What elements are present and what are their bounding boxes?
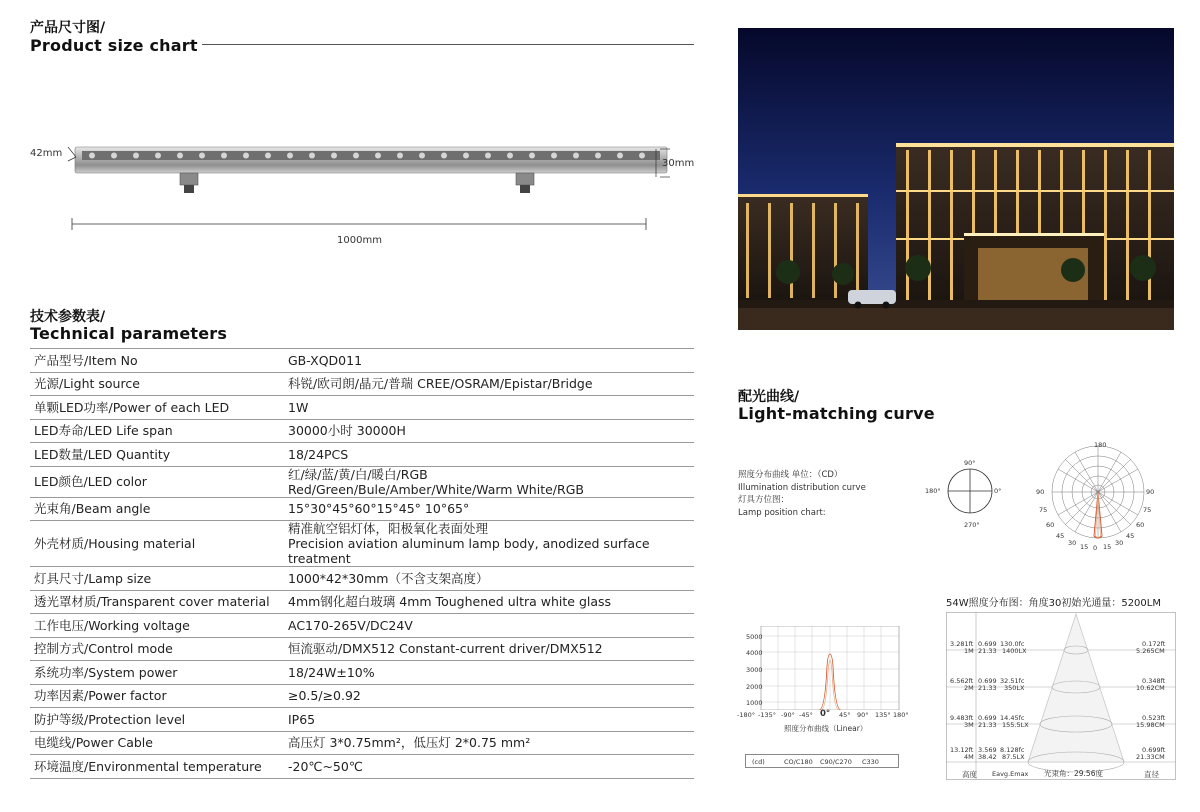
param-key: 灯具尺寸/Lamp size	[30, 567, 284, 591]
length-label: 1000mm	[337, 235, 382, 246]
cone-row-2-b: 21.33	[978, 684, 997, 692]
table-row	[30, 567, 694, 591]
param-key: 功率因素/Power factor	[30, 684, 284, 708]
cone-footer-height: 高度	[962, 770, 977, 779]
table-row	[30, 590, 694, 614]
legend-line-4: Lamp position chart:	[738, 507, 826, 518]
cone-row-3-m: 3M	[964, 721, 974, 729]
param-value: 15°30°45°60°15°45° 10°65°	[284, 497, 694, 521]
param-value: 恒流驱动/DMX512 Constant-current driver/DMX512	[284, 637, 694, 661]
x-tick-45: 45°	[839, 711, 851, 719]
polar-label-15r: 15	[1103, 543, 1112, 551]
x-tick-180: 180°	[893, 711, 909, 719]
y-tick-4000: 4000	[746, 649, 763, 657]
cone-row-3-a: 0.699	[978, 714, 997, 722]
param-value: 高压灯 3*0.75mm²，低压灯 2*0.75 mm²	[284, 731, 694, 755]
param-key: 光束角/Beam angle	[30, 497, 284, 521]
cone-row-1-a: 0.699	[978, 640, 997, 648]
param-key: 防护等级/Protection level	[30, 708, 284, 732]
size-chart-title-zh: 产品尺寸图/	[30, 20, 106, 36]
linear-distribution-chart	[745, 626, 903, 710]
cone-row-3-ft: 9.483ft	[950, 714, 974, 722]
pos-0-label: 0°	[994, 487, 1002, 495]
param-key: 外壳材质/Housing material	[30, 521, 284, 567]
cone-row-1-r2: 5.265CM	[1136, 647, 1165, 655]
param-key: 环境温度/Environmental temperature	[30, 755, 284, 779]
cone-row-2-r2: 10.62CM	[1136, 684, 1165, 692]
cone-row-2-m: 2M	[964, 684, 974, 692]
cone-row-3-lx: 155.5LX	[1002, 721, 1029, 729]
polar-label-90l: 90	[1036, 488, 1045, 496]
cone-row-2-fc: 32.51fc	[1000, 677, 1025, 685]
x-tick-0: 0°	[820, 709, 831, 719]
param-value: 18/24W±10%	[284, 661, 694, 685]
cone-title: 54W照度分布图：角度30初始光通量：5200LM	[946, 598, 1161, 609]
param-key: 控制方式/Control mode	[30, 637, 284, 661]
legend-line-2: Illumination distribution curve	[738, 482, 866, 493]
polar-distribution-chart	[1036, 440, 1162, 552]
pos-180-label: 180°	[925, 487, 941, 495]
table-row	[30, 708, 694, 732]
table-row	[30, 372, 694, 396]
param-value: 科锐/欧司朗/晶元/普瑞 CREE/OSRAM/Epistar/Bridge	[284, 372, 694, 396]
cone-row-3-fc: 14.45fc	[1000, 714, 1025, 722]
pos-90-label: 90°	[964, 459, 976, 467]
cone-row-4-r2: 21.33CM	[1136, 753, 1165, 761]
cone-row-3-r1: 0.523ft	[1142, 714, 1166, 722]
x-tick-m90: -90°	[781, 711, 795, 719]
table-row	[30, 661, 694, 685]
param-key: 单颗LED功率/Power of each LED	[30, 396, 284, 420]
param-value: GB-XQD011	[284, 349, 694, 373]
param-key: 光源/Light source	[30, 372, 284, 396]
cone-footer-diam: 直径	[1144, 770, 1159, 779]
param-value: -20℃~50℃	[284, 755, 694, 779]
param-value-zh: 精准航空铝灯体，阳极氧化表面处理	[288, 521, 489, 536]
legend-line-3: 灯具方位图：	[738, 495, 790, 505]
cone-row-3-b: 21.33	[978, 721, 997, 729]
param-value: 30000小时 30000H	[284, 419, 694, 443]
param-value: 1000*42*30mm（不含支架高度）	[284, 567, 694, 591]
linear-caption: 照度分布曲线（Linear）	[784, 724, 868, 733]
param-key: LED数量/LED Quantity	[30, 443, 284, 467]
cone-row-2-r1: 0.348ft	[1142, 677, 1166, 685]
table-row	[30, 419, 694, 443]
polar-label-0: 0	[1093, 544, 1098, 552]
x-tick-m180: -180°	[737, 711, 756, 719]
legend-unit: (cd)	[752, 758, 765, 766]
table-row	[30, 521, 694, 567]
legend-line-1: 照度分布曲线 单位：（CD）	[738, 470, 843, 480]
tech-title-en: Technical parameters	[30, 324, 228, 343]
param-value: 18/24PCS	[284, 443, 694, 467]
param-value-en: Red/Green/Bule/Amber/White/Warm White/RGB	[288, 481, 584, 497]
pos-270-label: 270°	[964, 521, 980, 529]
cone-row-4-lx: 87.5LX	[1002, 753, 1025, 761]
table-row	[30, 349, 694, 373]
curve-legend	[738, 469, 866, 519]
cone-row-1-ft: 3.281ft	[950, 640, 974, 648]
cone-row-1-m: 1M	[964, 647, 974, 655]
param-key: 工作电压/Working voltage	[30, 614, 284, 638]
polar-label-60r: 60	[1136, 521, 1145, 529]
param-value-en: Precision aviation aluminum lamp body, anodized surface treatment	[288, 536, 650, 566]
size-chart-title-en: Product size chart	[30, 36, 198, 55]
polar-label-60l: 60	[1046, 521, 1055, 529]
param-key: LED寿命/LED Life span	[30, 419, 284, 443]
param-value: ≥0.5/≥0.92	[284, 684, 694, 708]
table-row	[30, 466, 694, 497]
cone-row-1-lx: 1400LX	[1002, 647, 1027, 655]
cone-footer-angle: 光束角：29.56度	[1044, 769, 1103, 778]
y-tick-1000: 1000	[746, 699, 763, 707]
param-key: 系统功率/System power	[30, 661, 284, 685]
table-row	[30, 497, 694, 521]
table-row	[30, 396, 694, 420]
param-value: 1W	[284, 396, 694, 420]
table-row	[30, 755, 694, 779]
polar-label-45r: 45	[1126, 532, 1135, 540]
param-key: 透光罩材质/Transparent cover material	[30, 590, 284, 614]
cone-row-4-ft: 13.12ft	[950, 746, 974, 754]
table-row	[30, 637, 694, 661]
linear-legend-box	[745, 754, 899, 768]
param-value	[284, 521, 694, 567]
height-label: 42mm	[30, 148, 63, 159]
cone-row-1-fc: 130.0fc	[1000, 640, 1025, 648]
tech-title-zh: 技术参数表/	[30, 309, 106, 325]
x-tick-m45: -45°	[799, 711, 813, 719]
param-key: LED颜色/LED color	[30, 466, 284, 497]
cone-row-4-a: 3.569	[978, 746, 997, 754]
legend-c0: CO/C180	[784, 758, 813, 766]
cone-row-2-lx: 350LX	[1004, 684, 1025, 692]
building-night-photo	[738, 28, 1174, 330]
tech-table	[30, 348, 694, 779]
polar-label-30r: 30	[1115, 539, 1124, 547]
curve-title-en: Light-matching curve	[738, 404, 935, 423]
polar-label-90r: 90	[1146, 488, 1155, 496]
polar-label-75r: 75	[1143, 506, 1152, 514]
param-key: 产品型号/Item No	[30, 349, 284, 373]
y-tick-5000: 5000	[746, 633, 763, 641]
legend-c330: C330	[862, 758, 879, 766]
cone-row-2-ft: 6.562ft	[950, 677, 974, 685]
legend-c90: C90/C270	[820, 758, 852, 766]
cone-row-4-m: 4M	[964, 753, 974, 761]
x-tick-90: 90°	[857, 711, 869, 719]
param-value: 4mm钢化超白玻璃 4mm Toughened ultra white glass	[284, 590, 694, 614]
y-tick-2000: 2000	[746, 683, 763, 691]
cone-row-1-b: 21.33	[978, 647, 997, 655]
polar-label-30l: 30	[1068, 539, 1077, 547]
cone-row-4-fc: 8.128fc	[1000, 746, 1025, 754]
cone-row-4-r1: 0.699ft	[1142, 746, 1166, 754]
param-value: AC170-265V/DC24V	[284, 614, 694, 638]
param-key: 电缆线/Power Cable	[30, 731, 284, 755]
table-row	[30, 614, 694, 638]
table-row	[30, 684, 694, 708]
param-value	[284, 466, 694, 497]
cone-row-3-r2: 15.98CM	[1136, 721, 1165, 729]
polar-label-75l: 75	[1039, 506, 1048, 514]
x-tick-135: 135°	[875, 711, 891, 719]
polar-top-label: 180	[1094, 441, 1107, 449]
depth-label: 30mm	[662, 158, 695, 169]
param-value-zh: 红/绿/蓝/黄/白/暖白/RGB	[288, 466, 428, 482]
x-tick-m135: -135°	[758, 711, 777, 719]
y-tick-3000: 3000	[746, 666, 763, 674]
table-row	[30, 443, 694, 467]
param-value: IP65	[284, 708, 694, 732]
cone-footer-eavg: Eavg.Emax	[992, 770, 1029, 778]
polar-label-15l: 15	[1080, 543, 1089, 551]
size-chart-rule	[202, 44, 694, 45]
cone-row-4-b: 38.42	[978, 753, 997, 761]
table-row	[30, 731, 694, 755]
cone-row-2-a: 0.699	[978, 677, 997, 685]
cone-row-1-r1: 0.172ft	[1142, 640, 1166, 648]
curve-title-zh: 配光曲线/	[738, 389, 800, 405]
cone-table	[946, 612, 1176, 782]
polar-label-45l: 45	[1056, 532, 1065, 540]
